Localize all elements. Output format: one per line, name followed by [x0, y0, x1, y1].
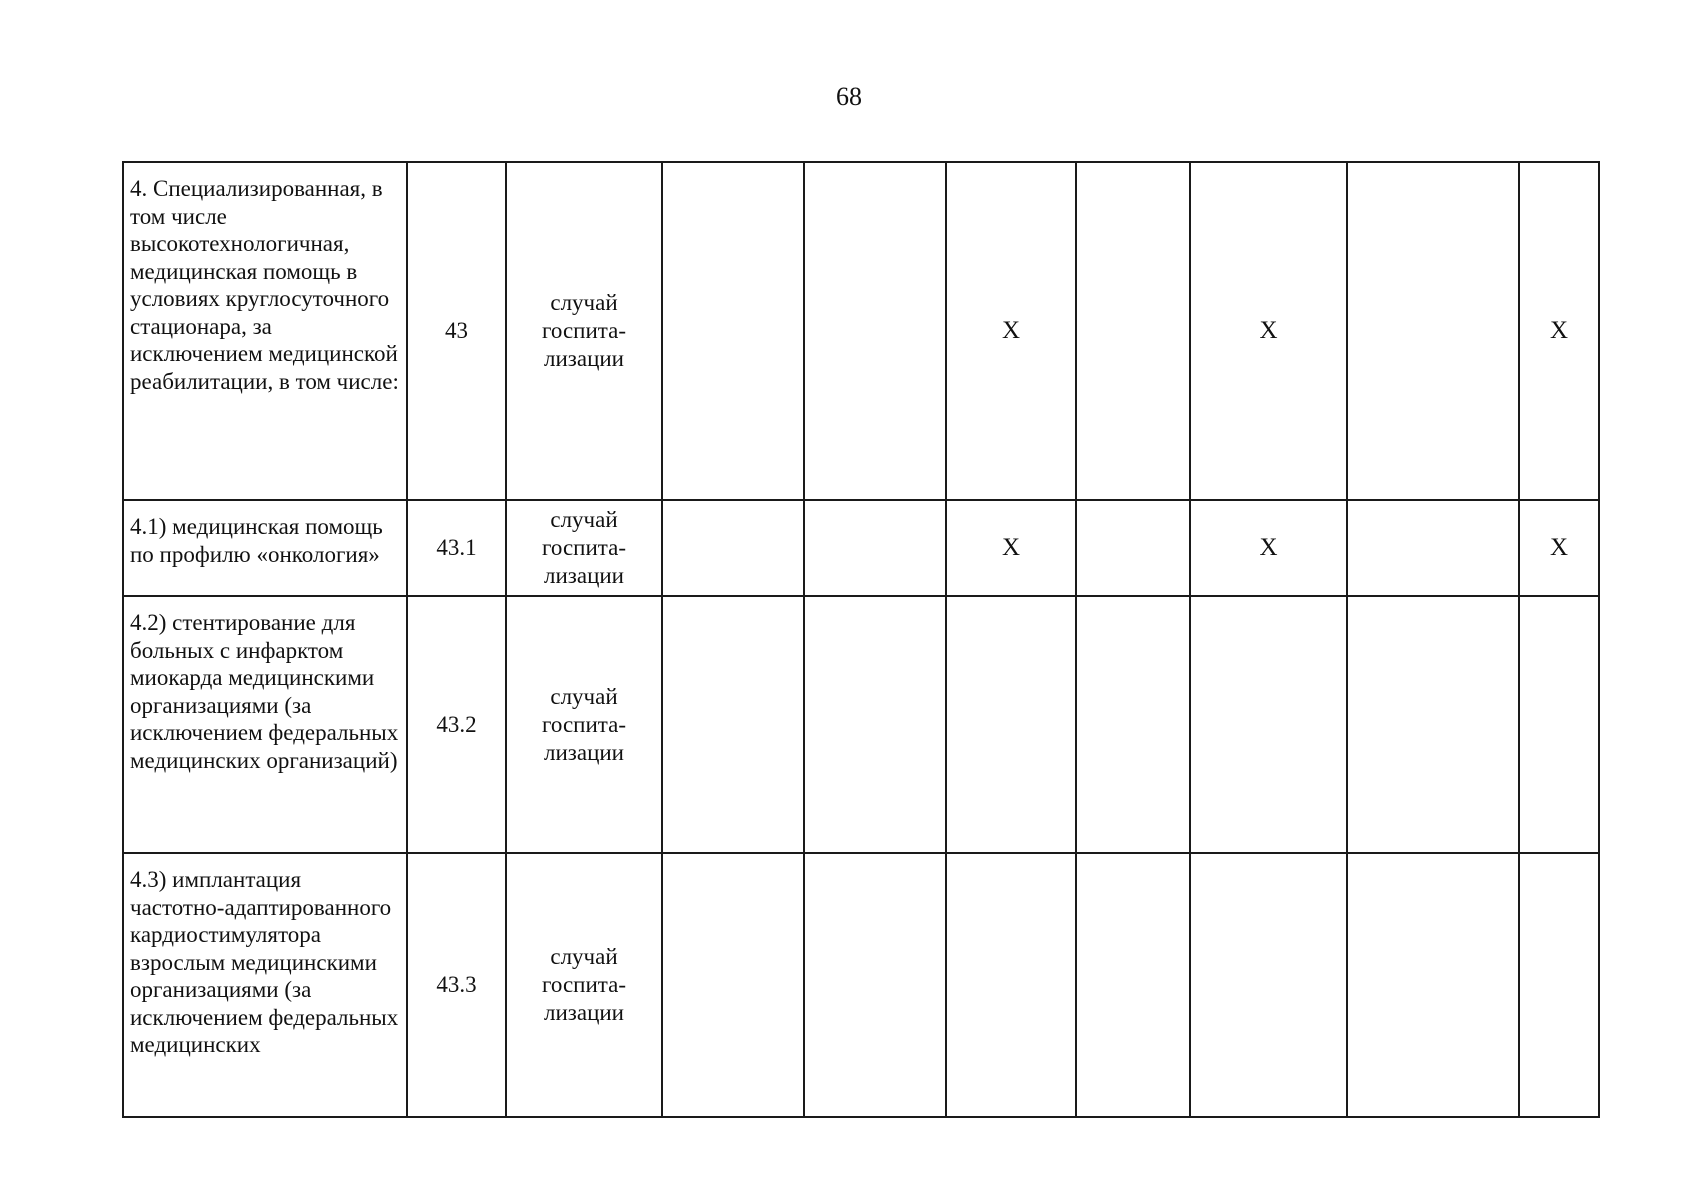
- row-unit: случай госпита-лизации: [506, 500, 662, 596]
- row-name: 4.3) имплантация частотно-адаптированного кардиостимулятора взрослым медицинскими организациями (за исключением федеральных медицинских: [130, 867, 399, 1057]
- value-cell: [1519, 596, 1599, 853]
- value-cell: [1190, 596, 1347, 853]
- value-cell: X: [1519, 162, 1599, 500]
- value-cell: [1519, 853, 1599, 1117]
- row-name-cell: [123, 500, 407, 596]
- value-cell: [804, 596, 946, 853]
- row-name-cell: [123, 853, 407, 1117]
- value-cell: [1076, 162, 1190, 500]
- value-cell: [1190, 853, 1347, 1117]
- value-cell: X: [1190, 500, 1347, 596]
- table-row: [123, 853, 1599, 1117]
- value-cell: [662, 596, 804, 853]
- value-cell: [1347, 596, 1519, 853]
- row-code: 43.2: [407, 596, 506, 853]
- value-cell: [1076, 500, 1190, 596]
- row-name-cell: [123, 162, 407, 500]
- value-cell: [804, 853, 946, 1117]
- value-cell: X: [946, 162, 1076, 500]
- table-row: [123, 596, 1599, 853]
- value-cell: [946, 596, 1076, 853]
- value-cell: [804, 500, 946, 596]
- value-cell: [1076, 596, 1190, 853]
- value-cell: [1347, 162, 1519, 500]
- value-cell: [662, 853, 804, 1117]
- row-name-cell: [123, 596, 407, 853]
- value-cell: [662, 162, 804, 500]
- table-row: [123, 162, 1599, 500]
- row-unit: случай госпита-лизации: [506, 596, 662, 853]
- value-cell: [662, 500, 804, 596]
- value-cell: X: [1519, 500, 1599, 596]
- row-code: 43: [407, 162, 506, 500]
- value-cell: [1076, 853, 1190, 1117]
- row-code: 43.1: [407, 500, 506, 596]
- row-code: 43.3: [407, 853, 506, 1117]
- value-cell: X: [1190, 162, 1347, 500]
- table-row: [123, 500, 1599, 596]
- value-cell: X: [946, 500, 1076, 596]
- value-cell: [1347, 500, 1519, 596]
- value-cell: [1347, 853, 1519, 1117]
- row-unit: случай госпита-лизации: [506, 853, 662, 1117]
- value-cell: [946, 853, 1076, 1117]
- row-name: 4.2) стентирование для больных с инфарктом миокарда медицинскими организациями (за исключением федеральных медицинских организаций): [130, 610, 399, 773]
- page-number: 68: [836, 82, 862, 111]
- data-table: [122, 161, 1600, 1118]
- row-unit: случай госпита-лизации: [506, 162, 662, 500]
- value-cell: [804, 162, 946, 500]
- row-name: 4. Специализированная, в том числе высокотехнологичная, медицинская помощь в условиях круглосуточного стационара, за исключением медицинской реабилитации, в том числе:: [130, 176, 399, 394]
- row-name: 4.1) медицинская помощь по профилю «онкология»: [130, 514, 383, 567]
